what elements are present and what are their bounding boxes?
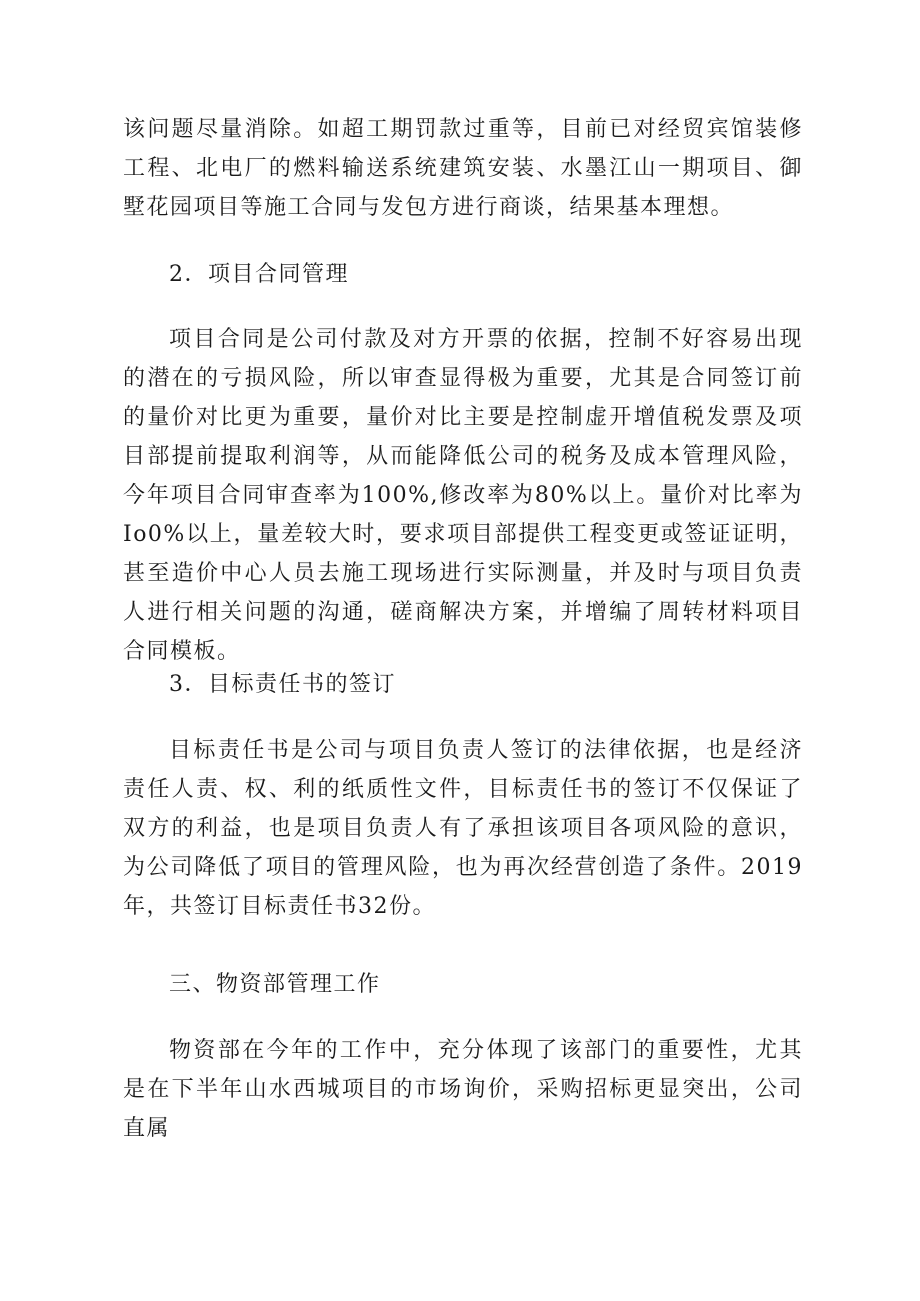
heading-target-responsibility: 3．目标责任书的签订 bbox=[169, 672, 396, 697]
paragraph-project-contract: 项目合同是公司付款及对方开票的依据，控制不好容易出现的潜在的亏损风险，所以审查显得极为重要，尤其是合同签订前的量价对比更为重要，量价对比主要是控制虚开增值税发票及项目部提前提取利润等，从而能降低公司的税务及成本管理风险，今年项目合同审查率为100%,修改率为80%以上。量价对比率为Io0%以上，量差较大时，要求项目部提供工程变更或签证证明，甚至造价中心人员去施工现场进行实际测量，并及时与项目负责人进行相关问题的沟通，磋商解决方案，并增编了周转材料项目合同模板。 bbox=[123, 327, 803, 664]
paragraph-target-responsibility: 目标责任书是公司与项目负责人签订的法律依据，也是经济责任人责、权、利的纸质性文件，目标责任书的签订不仅保证了双方的利益，也是项目负责人有了承担该项目各项风险的意识，为公司降低了项目的管理风险，也为再次经营创造了条件。2019年，共签订目标责任书32份。 bbox=[123, 738, 803, 919]
heading-materials-department: 三、物资部管理工作 bbox=[169, 972, 381, 997]
paragraph-contract-negotiation: 该问题尽量消除。如超工期罚款过重等，目前已对经贸宾馆装修工程、北电厂的燃料输送系统建筑安装、水墨江山一期项目、御墅花园项目等施工合同与发包方进行商谈，结果基本理想。 bbox=[123, 117, 803, 220]
heading-project-contract-management: 2．项目合同管理 bbox=[169, 262, 349, 287]
paragraph-materials-department: 物资部在今年的工作中，充分体现了该部门的重要性，尤其是在下半年山水西城项目的市场询价，采购招标更显突出，公司直属 bbox=[123, 1038, 803, 1141]
